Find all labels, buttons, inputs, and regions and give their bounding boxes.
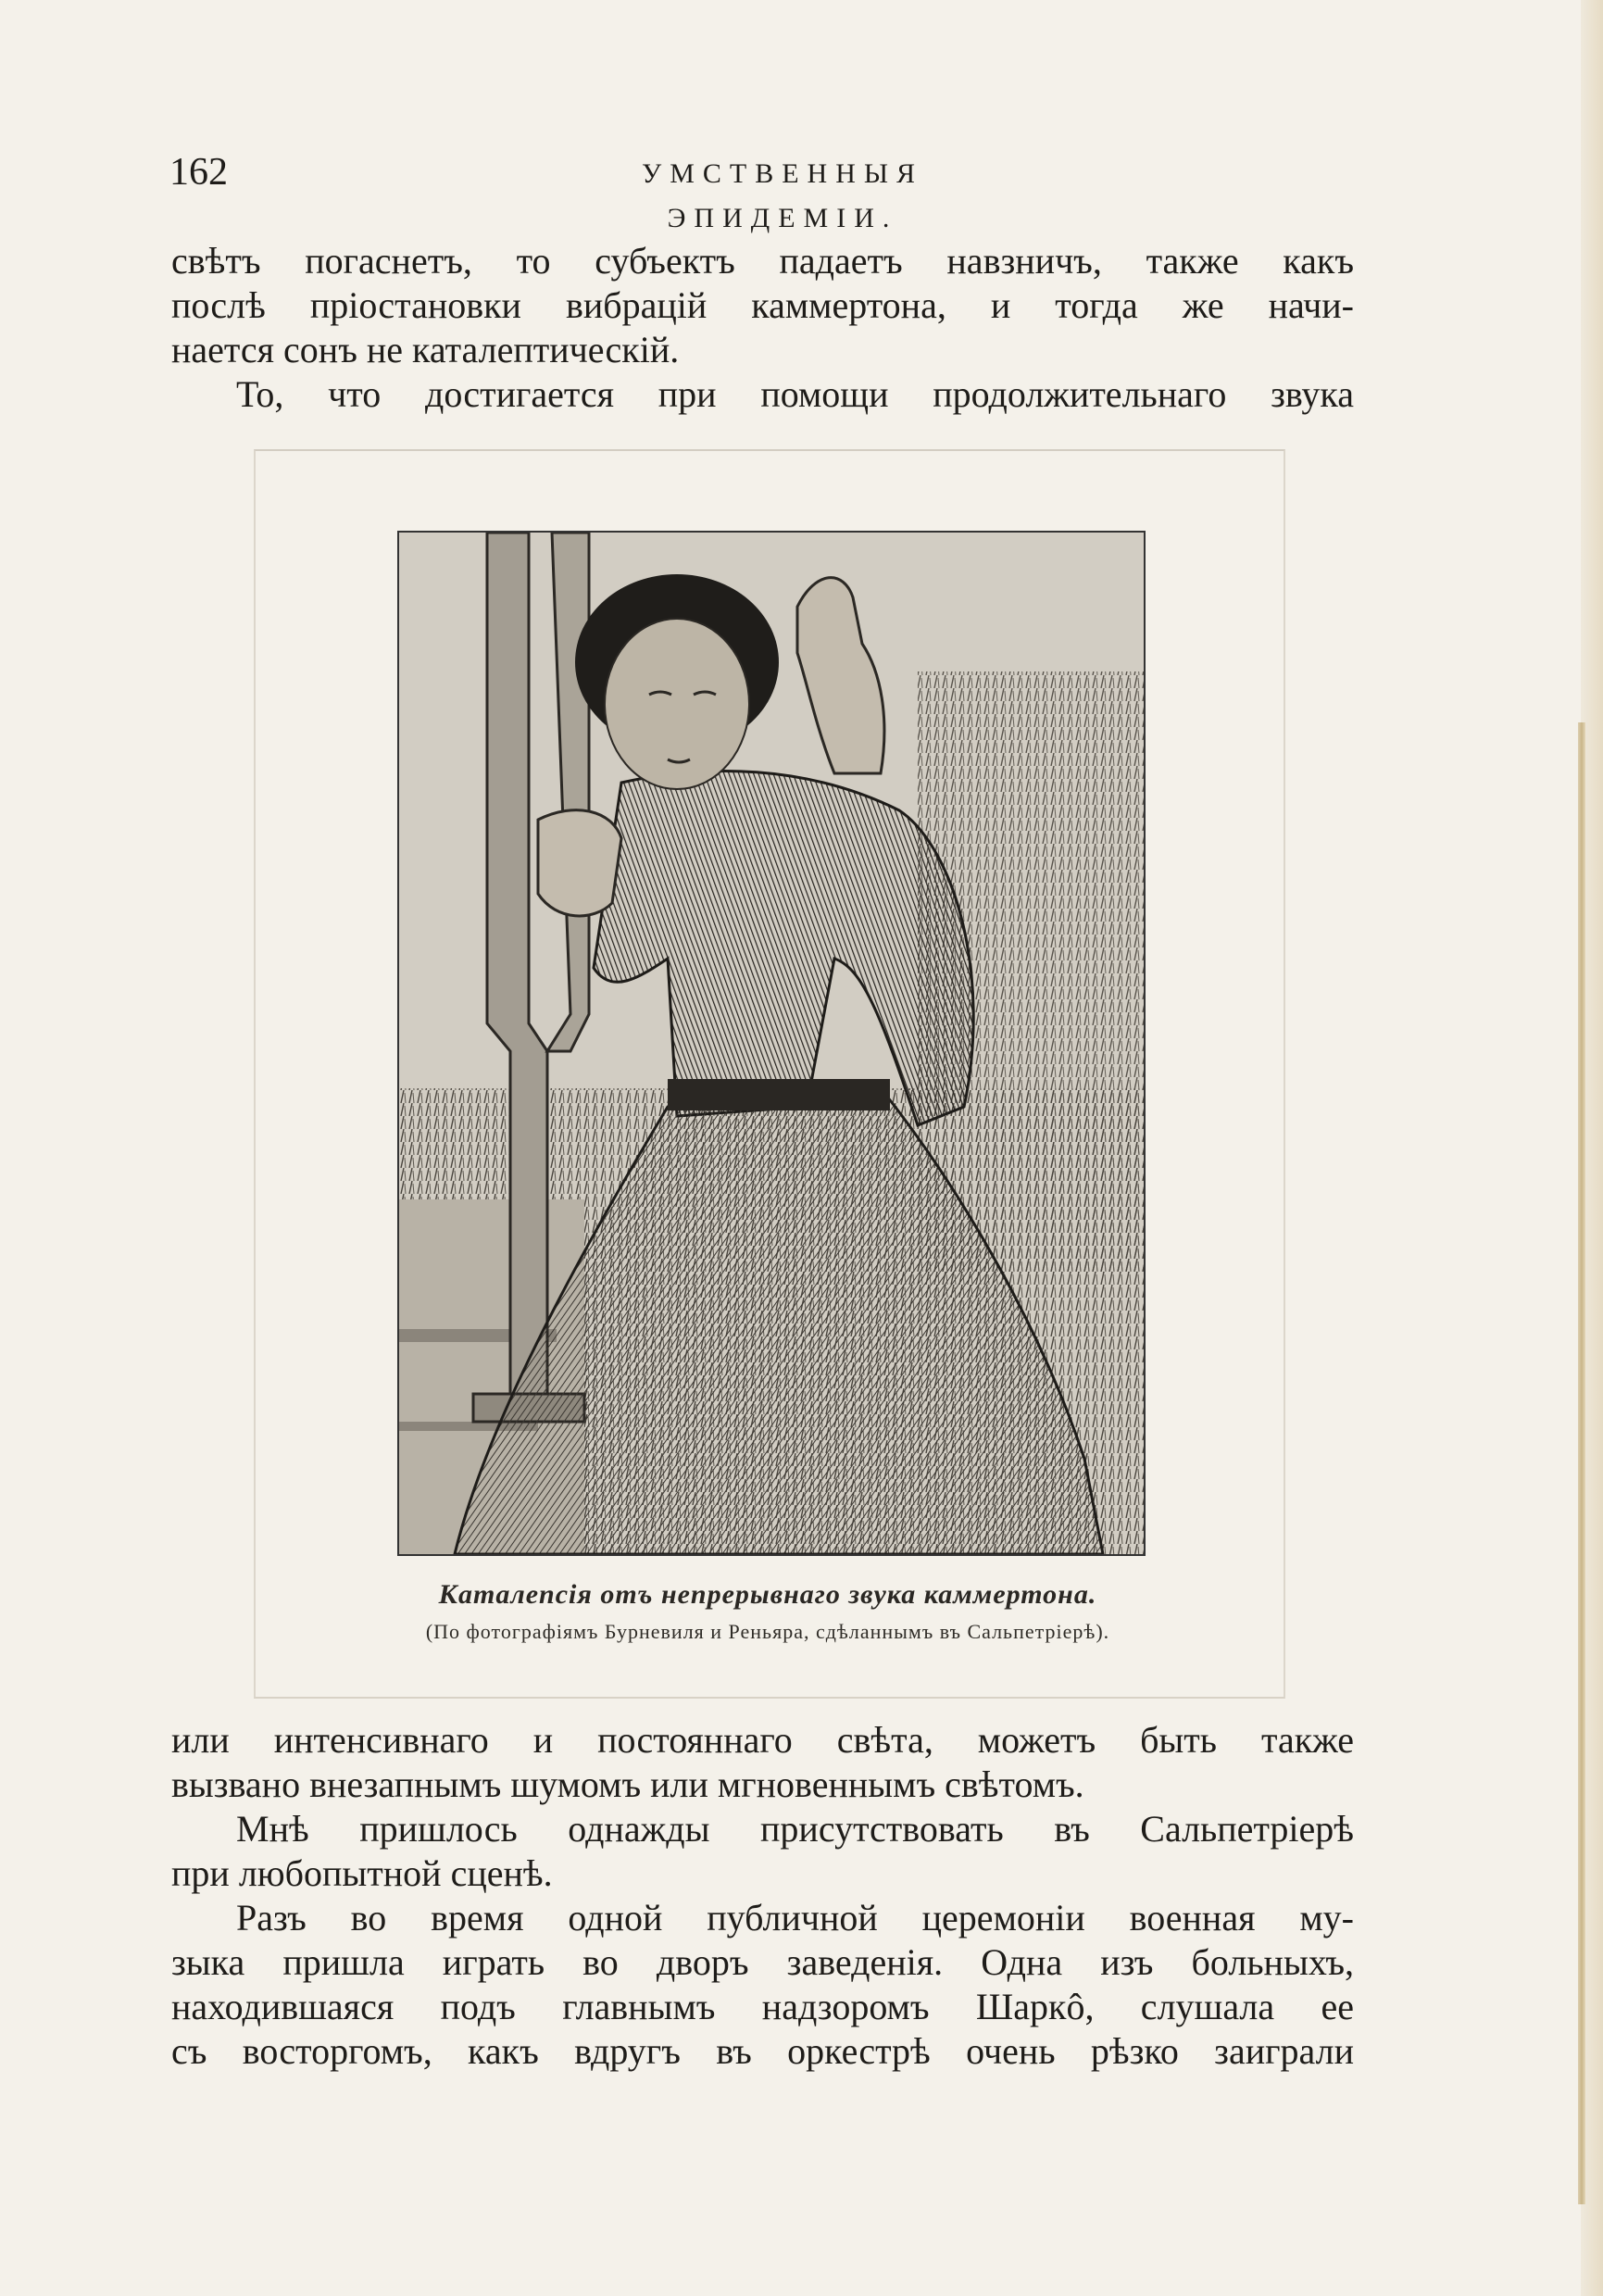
text-line: свѣтъ погаснетъ, то субъектъ падаетъ навзничъ, также какъ bbox=[171, 240, 1354, 282]
caption-source: (По фотографіямъ Бурневиля и Реньяра, сдѣланнымъ въ Сальпетріерѣ). bbox=[425, 1620, 1110, 1643]
text-line: нается сонъ не каталептическій. bbox=[171, 329, 680, 370]
engraving-illustration bbox=[397, 531, 1146, 1556]
text-line: послѣ пріостановки вибрацій каммертона, и тогда же начи- bbox=[171, 284, 1354, 326]
paragraph-bottom bbox=[171, 1718, 1354, 2074]
text-line: То, что достигается при помощи продолжительнаго звука bbox=[236, 373, 1354, 415]
text-line: Разъ во время одной публичной церемоніи военная му- bbox=[236, 1897, 1354, 1938]
text-line: при любопытной сценѣ. bbox=[171, 1852, 553, 1894]
running-title: УМСТВЕННЫЯ ЭПИДЕМIИ. bbox=[641, 158, 924, 233]
binding-fold bbox=[1578, 722, 1585, 2204]
paragraph-top bbox=[171, 239, 1354, 417]
text-line: или интенсивнаго и постояннаго свѣта, можетъ быть также bbox=[171, 1719, 1354, 1761]
text-line: зыка пришла играть во дворъ заведенія. Одна изъ больныхъ, bbox=[171, 1941, 1354, 1983]
text-line: находившаяся подъ главнымъ надзоромъ Шаркô, слушала ее bbox=[171, 1986, 1354, 2027]
text-line: вызвано внезапнымъ шумомъ или мгновеннымъ свѣтомъ. bbox=[171, 1763, 1084, 1805]
page-header bbox=[0, 146, 1603, 233]
page-number: 162 bbox=[169, 151, 228, 194]
figure-caption bbox=[254, 1575, 1282, 1649]
text-line: Мнѣ пришлось однажды присутствовать въ Сальпетріерѣ bbox=[236, 1808, 1354, 1850]
text-line: съ восторгомъ, какъ вдругъ въ оркестрѣ очень рѣзко заиграли bbox=[171, 2030, 1354, 2072]
caption-title: Каталепсія отъ непрерывнаго звука каммертона. bbox=[438, 1579, 1097, 1610]
